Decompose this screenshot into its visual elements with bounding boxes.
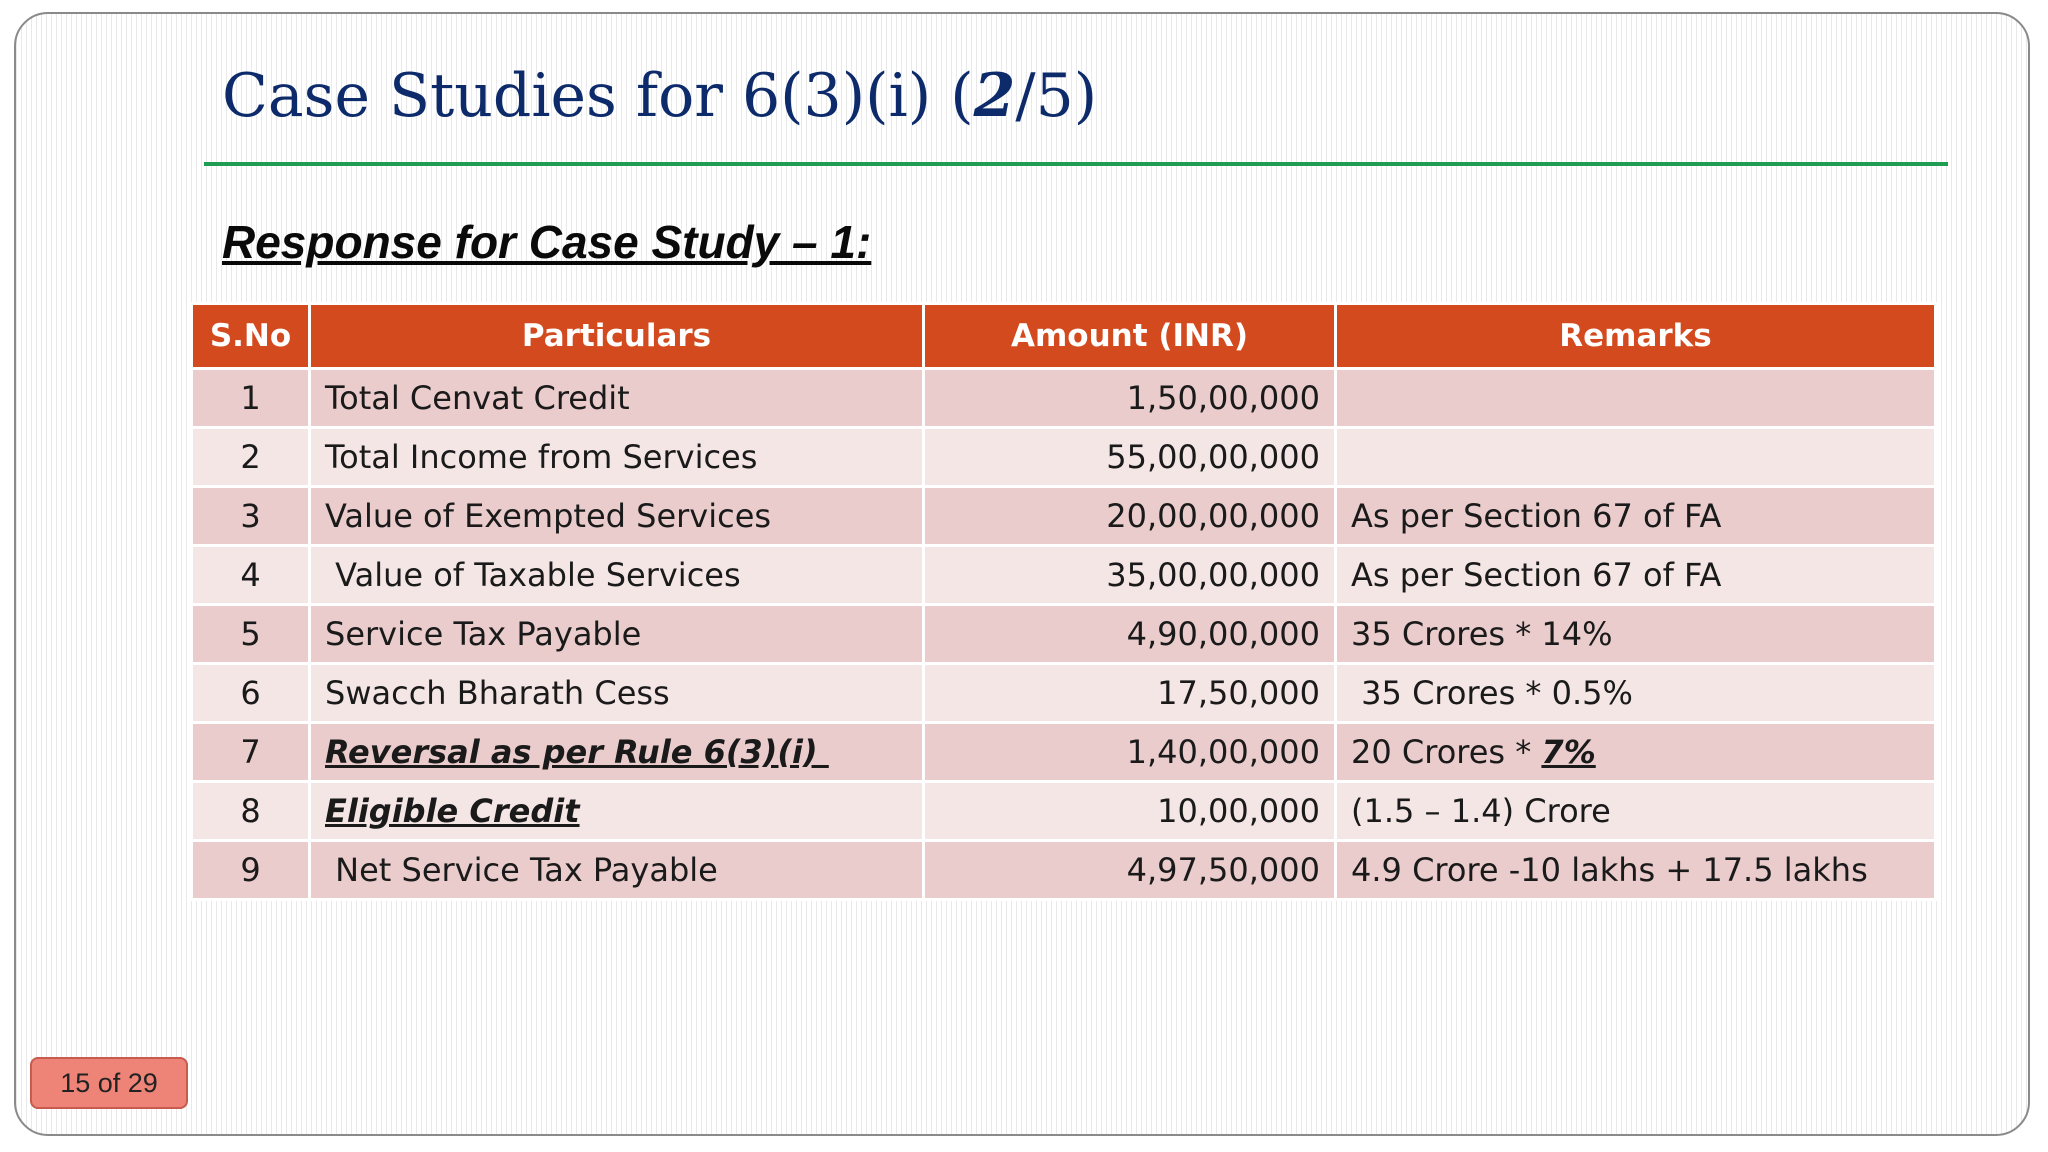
cell-amount: 4,90,00,000 (924, 605, 1336, 664)
reversal-rule-label: Reversal as per Rule 6(3)(i) (325, 733, 829, 771)
cell-sno: 4 (192, 546, 310, 605)
cell-remarks: (1.5 – 1.4) Crore (1336, 782, 1936, 841)
cell-sno: 8 (192, 782, 310, 841)
header-remarks: Remarks (1336, 304, 1936, 369)
cell-particulars (310, 782, 924, 841)
slide-title (222, 58, 1097, 134)
section-heading: Response for Case Study – 1: (222, 216, 872, 268)
table-row (192, 546, 1936, 605)
cell-particulars: Swacch Bharath Cess (310, 664, 924, 723)
table-row (192, 428, 1936, 487)
cell-remarks (1336, 428, 1936, 487)
cell-remarks: 35 Crores * 14% (1336, 605, 1936, 664)
cell-amount: 1,50,00,000 (924, 369, 1336, 428)
table-row (192, 369, 1936, 428)
cell-amount: 17,50,000 (924, 664, 1336, 723)
cell-sno: 5 (192, 605, 310, 664)
cell-particulars: Service Tax Payable (310, 605, 924, 664)
table-row (192, 723, 1936, 782)
remarks-rate: 7% (1541, 733, 1596, 771)
cell-amount: 10,00,000 (924, 782, 1336, 841)
cell-sno: 7 (192, 723, 310, 782)
table-row (192, 605, 1936, 664)
cell-remarks (1336, 723, 1936, 782)
cell-remarks (1336, 369, 1936, 428)
cell-particulars: Total Income from Services (310, 428, 924, 487)
cell-remarks: 35 Crores * 0.5% (1336, 664, 1936, 723)
table-row (192, 487, 1936, 546)
table-row (192, 841, 1936, 900)
header-amount: Amount (INR) (924, 304, 1336, 369)
cell-sno: 3 (192, 487, 310, 546)
page-indicator: 15 of 29 (30, 1057, 188, 1109)
header-particulars: Particulars (310, 304, 924, 369)
cell-amount: 1,40,00,000 (924, 723, 1336, 782)
table-header-row (192, 304, 1936, 369)
header-sno: S.No (192, 304, 310, 369)
cell-particulars: Value of Exempted Services (310, 487, 924, 546)
title-divider (204, 162, 1948, 166)
cell-particulars: Total Cenvat Credit (310, 369, 924, 428)
response-table (190, 302, 1937, 901)
cell-particulars: Net Service Tax Payable (310, 841, 924, 900)
title-suffix: /5) (1015, 61, 1098, 131)
cell-sno: 9 (192, 841, 310, 900)
cell-amount: 35,00,00,000 (924, 546, 1336, 605)
table-row (192, 782, 1936, 841)
cell-remarks: As per Section 67 of FA (1336, 487, 1936, 546)
title-prefix: Case Studies for 6(3)(i) ( (222, 61, 974, 131)
cell-sno: 6 (192, 664, 310, 723)
table-row (192, 664, 1936, 723)
title-slide-number: 2 (973, 61, 1016, 131)
cell-particulars: Value of Taxable Services (310, 546, 924, 605)
remarks-prefix: 20 Crores * (1351, 733, 1542, 771)
cell-remarks: 4.9 Crore -10 lakhs + 17.5 lakhs (1336, 841, 1936, 900)
cell-particulars (310, 723, 924, 782)
cell-sno: 2 (192, 428, 310, 487)
eligible-credit-label: Eligible Credit (325, 792, 580, 830)
cell-sno: 1 (192, 369, 310, 428)
cell-amount: 55,00,00,000 (924, 428, 1336, 487)
cell-remarks: As per Section 67 of FA (1336, 546, 1936, 605)
cell-amount: 20,00,00,000 (924, 487, 1336, 546)
cell-amount: 4,97,50,000 (924, 841, 1336, 900)
